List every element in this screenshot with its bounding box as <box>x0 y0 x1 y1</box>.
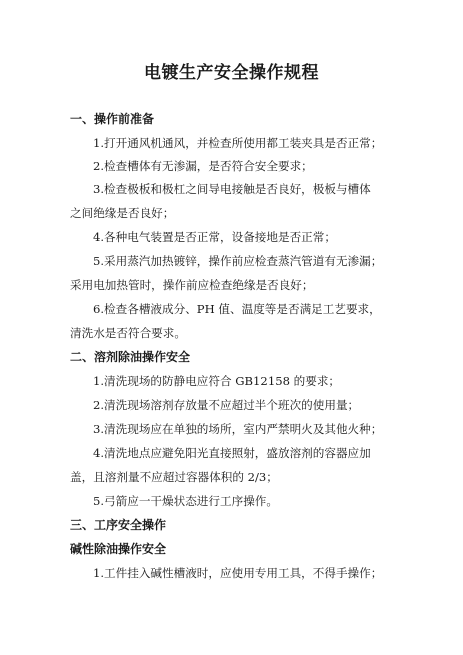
section-1-item-3: 3.检查极板和极杠之间导电接触是否良好，极板与槽体 <box>93 182 371 196</box>
section-2-item-4-cont: 盖，且溶剂量不应超过容器体积的 2/3； <box>70 470 278 484</box>
section-2-heading: 二、溶剂除油操作安全 <box>70 350 191 364</box>
section-3-heading: 三、工序安全操作 <box>70 518 167 532</box>
section-2-item-2: 2.清洗现场溶剂存放量不应超过半个班次的使用量； <box>93 398 360 412</box>
section-1-item-3-cont: 之间绝缘是否良好； <box>70 206 175 220</box>
section-2-item-1: 1.清洗现场的防静电应符合 GB12158 的要求； <box>93 374 341 388</box>
section-2-item-5: 5.弓箭应一干燥状态进行工序操作。 <box>93 494 278 508</box>
section-2-item-4: 4.清洗地点应避免阳光直接照射，盛放溶剂的容器应加 <box>93 446 371 460</box>
section-1-item-5: 5.采用蒸汽加热镀锌，操作前应检查蒸汽管道有无渗漏； <box>93 254 383 268</box>
document-title: 电镀生产安全操作规程 <box>144 63 319 83</box>
section-1-item-1: 1.打开通风机通风，并检查所使用都工装夹具是否正常； <box>93 136 383 150</box>
section-1-heading: 一、操作前准备 <box>70 112 155 126</box>
section-1-item-6: 6.检查各槽液成分、PH 值、温度等是否满足工艺要求， <box>93 302 381 316</box>
section-3-subheading: 碱性除油操作安全 <box>70 542 167 556</box>
section-2-item-3: 3.清洗现场应在单独的场所，室内严禁明火及其他火种； <box>93 422 383 436</box>
section-1-item-4: 4.各种电气装置是否正常，设备接地是否正常； <box>93 230 336 244</box>
section-1-item-2: 2.检查槽体有无渗漏，是否符合安全要求； <box>93 159 313 173</box>
section-3-item-1: 1.工件挂入碱性槽液时，应使用专用工具，不得手操作； <box>93 566 383 580</box>
section-1-item-5-cont: 采用电加热管时，操作前应检查绝缘是否良好； <box>70 278 314 292</box>
section-1-item-6-cont: 清洗水是否符合要求。 <box>70 326 186 340</box>
